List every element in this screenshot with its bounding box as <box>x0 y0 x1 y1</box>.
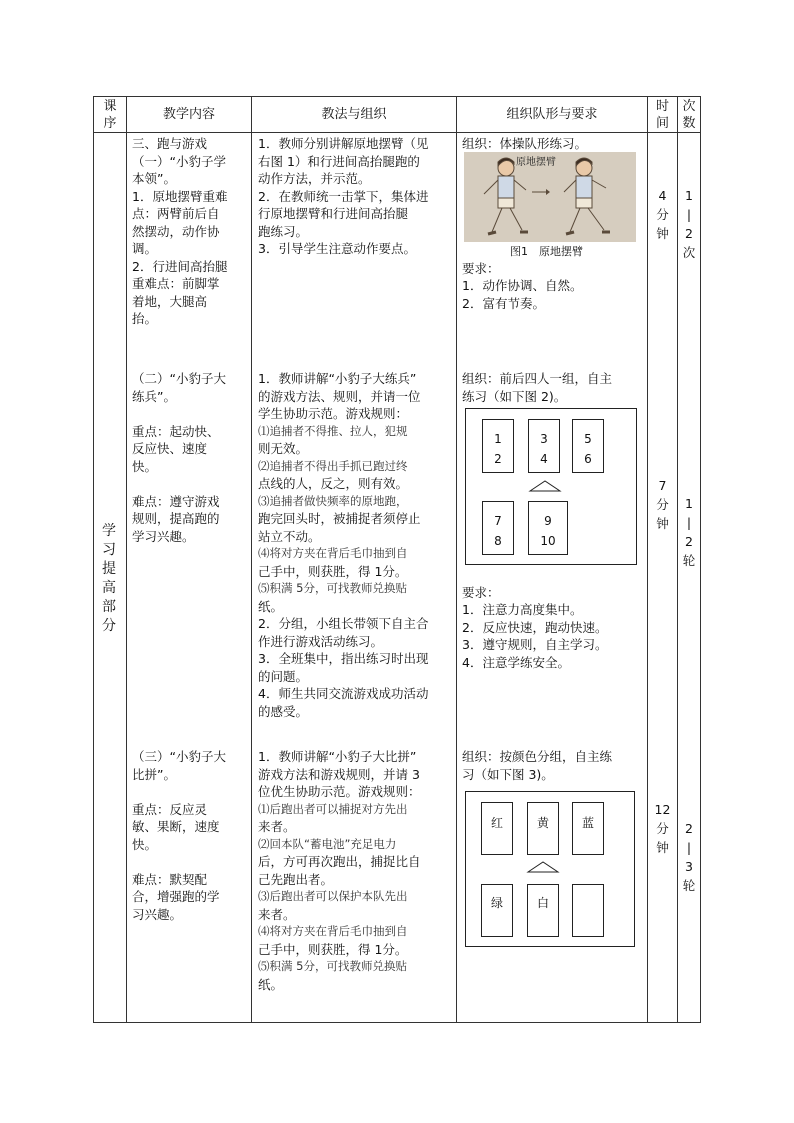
requirement-line: 2．富有节奏。 <box>462 295 545 311</box>
content-line: 合，增强跑的学 <box>132 889 220 904</box>
content-line <box>132 475 226 493</box>
teacher-triangle-icon <box>526 860 560 874</box>
method-line: 跑练习。 <box>258 223 309 239</box>
count-line: | <box>686 840 692 855</box>
count-line: 2 <box>685 534 693 549</box>
row3-organization <box>462 748 612 783</box>
row2-time <box>648 476 677 533</box>
method-line: 己手中，则获胜，得 1分。 <box>258 563 408 579</box>
row1-count <box>678 186 700 262</box>
method-line: 2．分组，小组长带领下自主合 <box>258 616 429 631</box>
content-line: 难点：遵守游戏 <box>132 493 220 509</box>
time-line: 钟 <box>656 226 669 241</box>
content-line: （二）“小豹子大 <box>132 371 226 386</box>
method-line: 跑完回头时，被捕捉者须停止 <box>258 511 421 526</box>
time-line: 分 <box>656 497 669 512</box>
color-group-cell: 绿 <box>481 884 513 937</box>
row1-req-title: 要求： <box>462 261 500 276</box>
content-line: 然摆动，动作协 <box>132 223 220 239</box>
col-border <box>456 96 457 1023</box>
section-label: 学习提高部分 <box>102 523 116 634</box>
header-method-organization: 教法与组织 <box>321 107 387 122</box>
method-line: 则无效。 <box>258 441 309 456</box>
figure-title: 原地摆臂 <box>516 157 556 168</box>
formation-cell: 3 4 <box>528 419 560 473</box>
method-line: 2．在教师统一击掌下，集体进 <box>258 188 429 204</box>
row3-count <box>678 819 700 895</box>
method-line: 位优生协助示范。游戏规则： <box>258 784 421 799</box>
method-line: 1．教师讲解“小豹子大比拼” <box>258 749 417 764</box>
row2-reqs <box>462 601 607 671</box>
method-line: 作进行游戏活动练习。 <box>258 633 384 649</box>
content-line: 本领”。 <box>132 171 176 186</box>
content-line: 快。 <box>132 836 158 852</box>
method-line: ⑸积满 5分，可找教师兑换贴 <box>258 581 407 595</box>
count-line: | <box>686 207 692 222</box>
method-line: 己先跑出者。 <box>258 871 334 887</box>
method-line: ⑸积满 5分，可找教师兑换贴 <box>258 959 407 973</box>
count-line: 2 <box>685 821 693 836</box>
count-line: | <box>686 515 692 530</box>
method-line: 来者。 <box>258 819 296 834</box>
method-line: 的问题。 <box>258 668 309 684</box>
organization-line: 组织：按颜色分组，自主练 <box>462 749 613 764</box>
method-line: 4．师生共同交流游戏成功活动 <box>258 686 429 701</box>
method-line: ⑷将对方夹在背后毛巾抽到自 <box>258 924 408 938</box>
row1-organization: 组织：体操队形练习。 <box>462 136 588 151</box>
time-line: 4 <box>658 188 667 203</box>
time-line: 钟 <box>656 516 669 531</box>
row2-count <box>678 494 700 570</box>
content-line <box>132 405 226 423</box>
count-line: 次 <box>682 245 696 260</box>
arm-swing-figure <box>464 152 636 242</box>
teacher-triangle-icon <box>528 479 562 493</box>
content-line <box>132 783 226 801</box>
method-line: ⑴后跑出者可以捕捉对方先出 <box>258 801 408 816</box>
method-line: 纸。 <box>258 976 284 992</box>
color-group-cell: 白 <box>527 884 559 937</box>
color-group-cell <box>572 884 604 937</box>
organization-line: 习（如下图 3)。 <box>462 766 554 782</box>
content-line: 规则，提高跑的 <box>132 511 220 526</box>
col-border <box>251 96 252 1023</box>
method-line: 己手中，则获胜，得 1分。 <box>258 941 408 957</box>
content-line: 点：两臂前后自 <box>132 206 220 221</box>
color-group-diagram-3 <box>465 791 635 947</box>
method-line: 的游戏方法、规则，并请一位 <box>258 388 421 404</box>
figure1-caption: 图1 原地摆臂 <box>510 245 583 258</box>
method-line: 的感受。 <box>258 703 309 719</box>
method-line: ⑵回本队“蓄电池”充足电力 <box>258 836 397 851</box>
formation-cell: 1 2 <box>482 419 514 473</box>
organization-line: 练习（如下图 2)。 <box>462 388 567 404</box>
content-line: 调。 <box>132 241 158 256</box>
row1-method <box>258 135 428 258</box>
method-line: 行原地摆臂和行进间高抬腿 <box>258 206 409 221</box>
method-line: ⑷将对方夹在背后毛巾抽到自 <box>258 546 408 560</box>
content-line: 练兵”。 <box>132 388 176 404</box>
row3-time <box>648 800 677 857</box>
requirement-line: 4．注意学练安全。 <box>462 654 570 670</box>
row2-method <box>258 370 428 720</box>
method-line: 3．引导学生注意动作要点。 <box>258 241 416 256</box>
content-line: 重难点：前脚掌 <box>132 276 220 291</box>
time-line: 7 <box>658 478 667 493</box>
content-line: 反应快、速度 <box>132 441 208 456</box>
table-top-border <box>93 96 701 97</box>
content-line: （一）“小豹子学 <box>132 153 226 169</box>
color-group-cell: 黄 <box>527 802 559 855</box>
time-line: 分 <box>656 207 669 222</box>
method-line: 3．全班集中，指出练习时出现 <box>258 651 429 666</box>
content-line: 抬。 <box>132 311 158 326</box>
header-course-order: 课序 <box>103 99 117 131</box>
time-line: 12 <box>654 802 671 817</box>
content-line: （三）“小豹子大 <box>132 749 226 764</box>
method-line: ⑶追捕者做快频率的原地跑， <box>258 493 408 508</box>
method-line: 后，方可再次跑出，捕捉比自 <box>258 854 421 869</box>
content-line: 难点：默契配 <box>132 871 208 887</box>
formation-cell: 9 10 <box>528 501 568 555</box>
method-line: 纸。 <box>258 598 284 614</box>
header-count: 次数 <box>682 99 696 131</box>
count-line: 3 <box>685 859 693 874</box>
requirement-line: 1．注意力高度集中。 <box>462 602 583 617</box>
method-line: 动作方法，并示范。 <box>258 171 371 186</box>
content-line: 三、跑与游戏 <box>132 136 208 151</box>
group-formation-diagram-2 <box>465 408 637 565</box>
row3-content <box>132 748 226 923</box>
col-border <box>126 96 127 1023</box>
method-line: 右图 1）和行进间高抬腿跑的 <box>258 153 420 169</box>
count-line: 轮 <box>682 878 696 893</box>
count-line: 1 <box>685 496 693 511</box>
row1-reqs <box>462 277 582 312</box>
content-line: 重点：起动快、 <box>132 423 220 439</box>
method-line: ⑶后跑出者可以保护本队先出 <box>258 889 408 903</box>
row2-organization <box>462 370 612 405</box>
content-line: 重点：反应灵 <box>132 801 208 817</box>
count-line: 轮 <box>682 553 696 568</box>
col-border <box>700 96 701 1023</box>
row3-method <box>258 748 421 993</box>
requirement-line: 1．动作协调、自然。 <box>462 278 583 293</box>
header-teaching-content: 教学内容 <box>162 107 215 122</box>
method-line: ⑵追捕者不得出手抓已跑过终 <box>258 458 408 473</box>
method-line: 游戏方法和游戏规则，并请 3 <box>258 766 420 782</box>
method-line: ⑴追捕者不得推、拉人，犯规 <box>258 423 408 438</box>
time-line: 钟 <box>656 840 669 855</box>
row2-req-title: 要求： <box>462 585 500 600</box>
formation-cell: 7 8 <box>482 501 514 555</box>
header-formation-requirements: 组织队形与要求 <box>506 107 598 122</box>
count-line: 2 <box>685 226 693 241</box>
method-line: 1．教师讲解“小豹子大练兵” <box>258 371 417 386</box>
content-line: 1．原地摆臂重难 <box>132 188 228 204</box>
row2-content <box>132 370 226 545</box>
color-group-cell: 蓝 <box>572 802 604 855</box>
header-time: 时间 <box>655 99 669 131</box>
table-bottom-border <box>93 1022 701 1023</box>
method-line: 点线的人，反之，则有效。 <box>258 476 409 491</box>
method-line: 学生协助示范。游戏规则： <box>258 406 409 421</box>
content-line <box>132 853 226 871</box>
method-line: 1．教师分别讲解原地摆臂（见 <box>258 136 429 151</box>
row1-content <box>132 135 227 328</box>
count-line: 1 <box>685 188 693 203</box>
col-border <box>93 96 94 1023</box>
requirement-line: 3．遵守规则，自主学习。 <box>462 637 608 652</box>
content-line: 习兴趣。 <box>132 906 183 922</box>
color-group-cell: 红 <box>481 802 513 855</box>
content-line: 敏、果断，速度 <box>132 819 220 834</box>
content-line: 学习兴趣。 <box>132 528 195 544</box>
method-line: 来者。 <box>258 906 296 922</box>
requirement-line: 2．反应快速，跑动快速。 <box>462 619 608 635</box>
content-line: 比拼”。 <box>132 766 176 782</box>
row1-time <box>648 186 677 243</box>
organization-line: 组织：前后四人一组，自主 <box>462 371 613 386</box>
formation-cell: 5 6 <box>572 419 604 473</box>
header-bottom-border <box>93 132 701 133</box>
content-line: 快。 <box>132 458 158 474</box>
content-line: 2．行进间高抬腿 <box>132 258 228 274</box>
content-line: 着地，大腿高 <box>132 293 208 309</box>
method-line: 站立不动。 <box>258 528 321 544</box>
time-line: 分 <box>656 821 669 836</box>
